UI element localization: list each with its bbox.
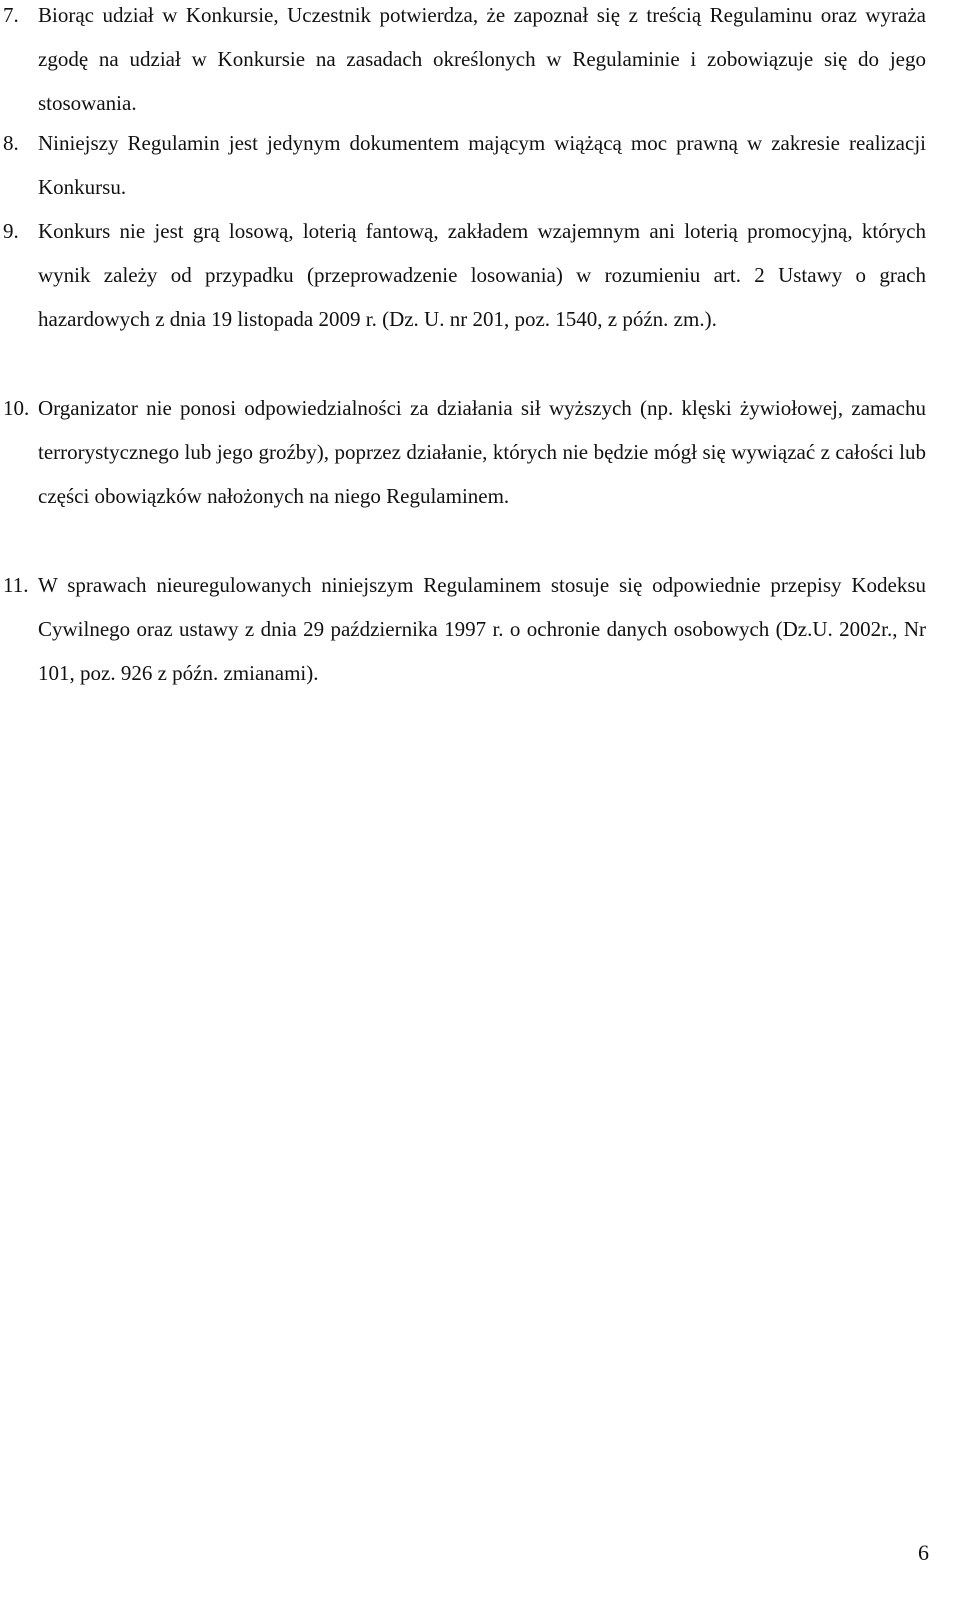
- list-item-text: W sprawach nieuregulowanych niniejszym Regulaminem stosuje się odpowiednie przepisy Kodeksu Cywilnego oraz ustawy z dnia 29 października 1997 r. o ochronie danych osobowych (Dz.U. 2002r., Nr 101, poz. 926 z późn. zmianami).: [38, 573, 926, 685]
- list-item-text: Biorąc udział w Konkursie, Uczestnik potwierdza, że zapoznał się z treścią Regulaminu oraz wyraża zgodę na udział w Konkursie na zasadach określonych w Regulaminie i zobowiązuje się do jego stosowania.: [38, 3, 926, 115]
- list-item-text: Niniejszy Regulamin jest jedynym dokumentem mającym wiążącą moc prawną w zakresie realizacji Konkursu.: [38, 131, 926, 199]
- list-item-text: Organizator nie ponosi odpowiedzialności za działania sił wyższych (np. klęski żywiołowej, zamachu terrorystycznego lub jego groźby), poprzez działanie, których nie będzie mógł się wywiązać z całości lub części obowiązków nałożonych na niego Regulaminem.: [38, 396, 926, 508]
- list-item-number: 8.: [3, 131, 19, 155]
- list-item-number: 10.: [3, 396, 30, 420]
- list-item-number: 9.: [3, 219, 19, 243]
- page-number: 6: [918, 1540, 929, 1565]
- list-item-text: Konkurs nie jest grą losową, loterią fantową, zakładem wzajemnym ani loterią promocyjną, których wynik zależy od przypadku (przeprowadzenie losowania) w rozumieniu art. 2 Ustawy o grach hazardowych z dnia 19 listopada 2009 r. (Dz. U. nr 201, poz. 1540, z późn. zm.).: [38, 219, 926, 331]
- list-item-number: 7.: [3, 3, 19, 27]
- list-item-number: 11.: [3, 573, 29, 597]
